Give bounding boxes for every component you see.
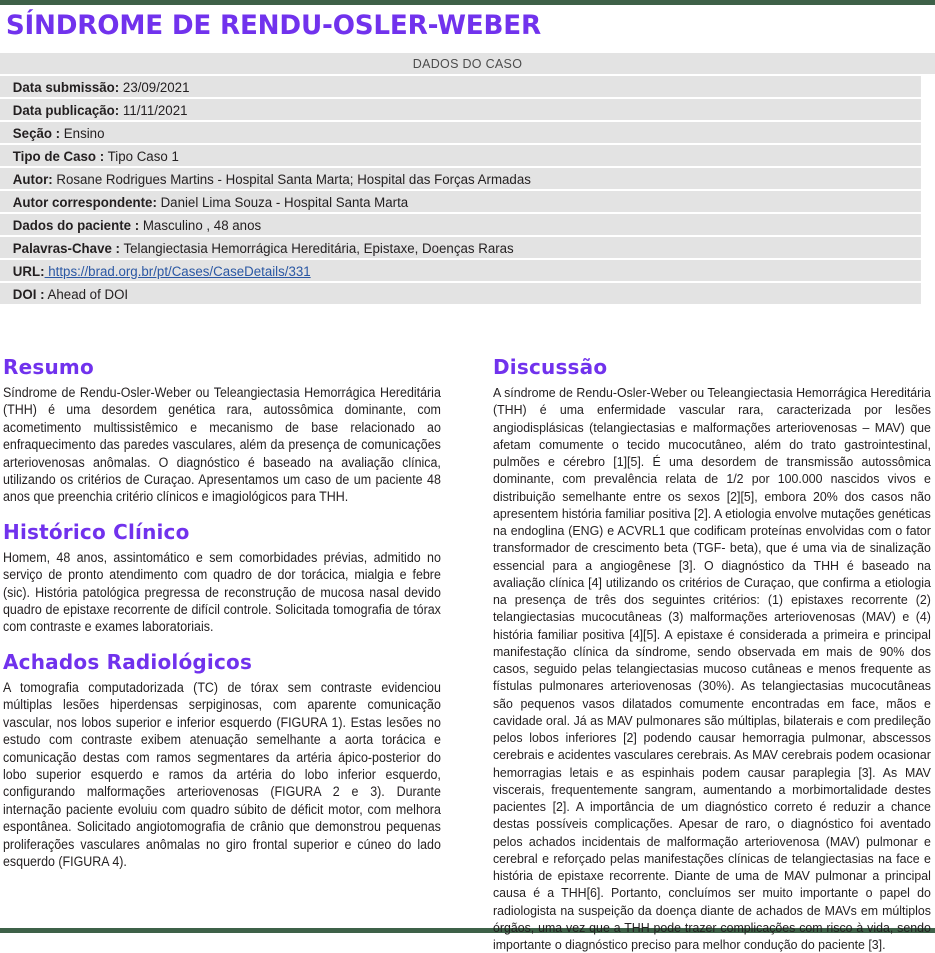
case-url-link[interactable]: https://brad.org.br/pt/Cases/CaseDetails/331	[44, 264, 311, 279]
row-value: Telangiectasia Hemorrágica Hereditária, Epistaxe, Doenças Raras	[119, 241, 514, 256]
table-row	[0, 283, 921, 306]
section-heading: Histórico Clínico	[3, 519, 190, 544]
section-achados-radiologicos	[3, 650, 441, 870]
row-value: Daniel Lima Souza - Hospital Santa Marta	[156, 195, 409, 210]
case-table-header: DADOS DO CASO	[0, 53, 935, 76]
row-value: Ensino	[60, 126, 105, 141]
section-resumo	[3, 355, 441, 506]
row-value: Tipo Caso 1	[104, 149, 179, 164]
row-label: Tipo de Caso :	[12, 149, 105, 164]
row-value: Ahead of DOI	[44, 287, 129, 302]
row-label: Seção :	[12, 126, 61, 141]
row-label: Dados do paciente :	[12, 218, 140, 233]
section-body: A síndrome de Rendu-Osler-Weber ou Teleangiectasia Hemorrágica Hereditária (THH) é uma enfermidade vascular rara, caracterizada por lesões angiodisplásicas (telangiectasias e malformações arteriovenosas – MAV) que afetam comumente o tecido mucocutâneo, além do trato gastrointestinal, pulmões e cérebro [1][5]. É uma desordem de transmissão autossômica dominante, com prevalência relata de 1/2 por 100.000 nascidos vivos e distribuição semelhante entre os sexos [2][5], embora 20% dos casos não apresentem história familiar positiva [2]. A etiologia envolve mutações genéticas na endoglina (ENG) e ACVRL1 que codificam proteínas envolvidas com o fator transformador de crescimento beta (TGF- beta), que é uma via de sinalização essencial para a angiogênese [3]. O diagnóstico da THH é baseado na avaliação clínica [4] utilizando os critérios de Curaçao, que confirma a etiologia na presença de três dos seguintes critérios: (1) epistaxes recorrente (2) telangiectasias mucocutâneas (3) malformações arteriovenosas (MAV) e (4) história familiar positiva [4][5]. A epistaxe é considerada a primeira e principal manifestação clínica da síndrome, sendo observada em mais de 90% dos casos, seguido pelas telangiectasias mucoso cutâneas e menos frequente as fístulas pulmonares arteriovenosas (30%). As telangiectasias mucocutâneas são pequenos vasos dilatados comumente encontradas em face, mãos e cavidade oral. Já as MAV pulmonares são múltiplas, bilaterais e com predileção pelos lobos inferiores [2] podendo causar hemorragia pulmonar, abscessos cerebrais e acidentes vasculares cerebrais. As MAV cerebrais podem ocasionar hemorragias letais e as espinhais podem causar paraplegia [3]. As MAV viscerais, frequentemente sangram, aumentando a morbimortalidade destes pacientes [2]. A importância de um diagnóstico correto é reduzir a chance destas possíveis complicações. Apesar de raro, o diagnóstico foi aventado pelos achados incidentais de malformação arteriovenosa (MAV) pulmonar e cerebral e reforçado pelas manifestações clínicas de telangiectasias na face e história de epistaxe recorrente. Diante de uma de MAV pulmonar a principal causa é a THH[6]. Portanto, concluímos ser muito importante o papel do radiologista na suspeição da doença diante de achados de MAVs em múltiplos órgãos, uma vez que a THH pode trazer complicações com risco à vida, sendo importante o diagnóstico preciso para melhor condução do paciente [3].	[493, 385, 931, 952]
table-row-url	[0, 260, 921, 283]
section-body: Síndrome de Rendu-Osler-Weber ou Teleangiectasia Hemorrágica Hereditária (THH) é uma desordem genética rara, autossômica dominante, com acometimento multissistêmico e mecanismo de base relacionado ao enfraquecimento das paredes vasculares, além da presença de comunicações arteriovenosas anômalas. O diagnóstico é baseado na avaliação clínica, utilizando os critérios de Curaçao. Apresentamos um caso de um paciente 48 anos que preenchia critério clínicos e imagiológicos para THH.	[3, 385, 441, 505]
document-page	[0, 5, 935, 952]
row-value: 11/11/2021	[119, 103, 188, 118]
section-heading: Discussão	[493, 355, 608, 379]
case-data-table	[0, 53, 935, 306]
row-label: Autor correspondente:	[12, 195, 157, 210]
section-discussao	[493, 355, 931, 953]
table-row	[0, 76, 921, 99]
section-heading: Achados Radiológicos	[3, 649, 253, 674]
right-column	[493, 355, 935, 952]
table-row	[0, 237, 921, 260]
left-column	[0, 355, 447, 928]
two-column-body	[0, 355, 935, 952]
section-heading: Resumo	[3, 355, 94, 379]
table-row	[0, 168, 921, 191]
row-value: 23/09/2021	[119, 80, 190, 95]
row-label: DOI :	[12, 287, 45, 302]
page-title: SÍNDROME DE RENDU-OSLER-WEBER	[5, 10, 541, 41]
row-label: Data publicação:	[12, 103, 120, 118]
column-gutter	[447, 355, 493, 928]
section-body: Homem, 48 anos, assintomático e sem comorbidades prévias, admitido no serviço de pronto atendimento com quadro de dor torácica, mialgia e febre (sic). História patológica pregressa de reconstrução de mucosa nasal devido quadro de epistaxe recorrente de difícil controle. Solicitada tomografia de tórax com contraste e exames laboratoriais.	[3, 549, 441, 635]
row-label: Data submissão:	[12, 80, 120, 95]
table-row	[0, 122, 921, 145]
table-row	[0, 99, 921, 122]
table-row	[0, 214, 921, 237]
row-label: URL:	[12, 264, 45, 279]
table-row	[0, 145, 921, 168]
row-value: Rosane Rodrigues Martins - Hospital Santa Marta; Hospital das Forças Armadas	[52, 172, 531, 187]
row-value: Masculino , 48 anos	[139, 218, 262, 233]
row-label: Autor:	[12, 172, 53, 187]
section-body: A tomografia computadorizada (TC) de tórax sem contraste evidenciou múltiplas lesões hiperdensas serpiginosas, com aparente comunicação vascular, nos lobos superior e inferior esquerdo (FIGURA 1). Estas lesões no estudo com contraste exibem atenuação semelhante a aorta torácica e comunicação destas com ramos segmentares da artéria ápico-posterior do lobo superior esquerdo e ramos da artéria do lobo inferior esquerdo, configurando malformações arteriovenosas (FIGURA 2 e 3). Durante internação paciente evoluiu com quadro súbito de déficit motor, com melhora espontânea. Solicitado angiotomografia de crânio que demonstrou pequenas proliferações vasculares anômalas no giro frontal superior e cúneo do lado esquerdo (FIGURA 4).	[3, 679, 441, 869]
table-row	[0, 191, 921, 214]
section-historico-clinico	[3, 520, 441, 636]
row-label: Palavras-Chave :	[12, 241, 120, 256]
